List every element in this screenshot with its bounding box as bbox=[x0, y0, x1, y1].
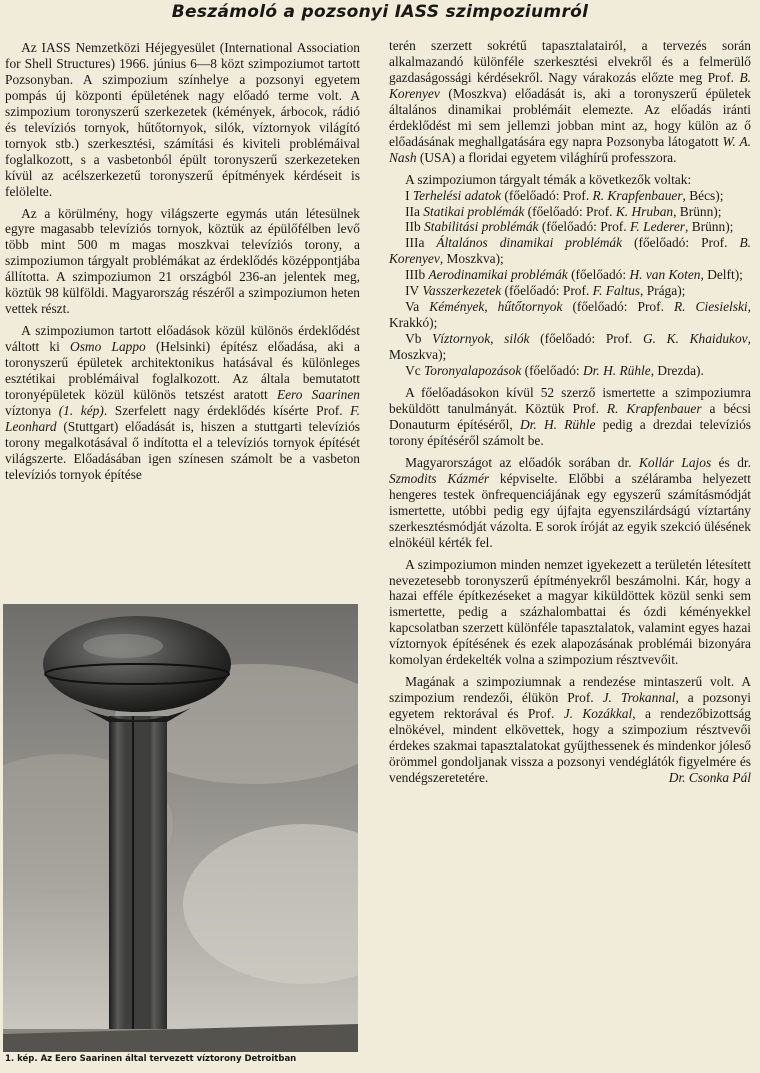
right-paragraph: A főelőadásokon kívül 52 szerző ismertette a szimpoziumra beküldött tanulmányát. Köztük Prof. R. Krapfenbauer a bécsi Donauturm építéséről, Dr. H. Rühle pedig a drezdai televíziós torony építéséről számolt be. bbox=[389, 385, 751, 448]
topic-item: IIb Stabilitási problémák (főelőadó: Prof. F. Lederer, Brünn); bbox=[405, 219, 734, 235]
italic-name: Terhelési adatok bbox=[412, 187, 502, 203]
italic-name: H. van Koten bbox=[629, 267, 701, 283]
photo-caption: 1. kép. Az Eero Saarinen által tervezett víztorony Detroitban bbox=[5, 1054, 297, 1064]
topic-item: Vb Víztornyok, silók (főelőadó: Prof. G. K. Khaidukov, Moszkva); bbox=[389, 331, 751, 363]
italic-name: (1. kép) bbox=[58, 402, 104, 418]
italic-name: Eero Saarinen bbox=[276, 387, 360, 403]
italic-name: Statikai problémák bbox=[423, 203, 525, 219]
topic-item: IV Vasszerkezetek (főelőadó: Prof. F. Faltus, Prága); bbox=[405, 283, 686, 299]
italic-name: Általános dinamikai problémák bbox=[436, 235, 623, 251]
italic-name: R. Krapfenbauer bbox=[606, 400, 702, 416]
topic-item: IIa Statikai problémák (főelőadó: Prof. K. Hruban, Brünn); bbox=[405, 203, 722, 219]
left-paragraph: A szimpoziumon tartott előadások közül különös érdeklődést váltott ki Osmo Lappo (Helsinki) építész előadása, aki a toronyszerű épületek architektonikus hatásával és különleges esztétikai problémáival foglalkozott. Az általa bemutatott toronyépületek közül különös tetszést aratott Eero Saarinen víztonya (1. kép). Szerfelett nagy érdeklődés kísérte Prof. F. Leonhard (Stuttgart) előadását is, hiszen a stuttgarti televíziós torony megalkotásával ő indította el a televíziós tornyok építését világszerte. Előadásában igen színesen számolt be a vasbeton televíziós tornyok építése bbox=[5, 323, 360, 482]
right-column bbox=[389, 38, 751, 786]
italic-name: Kollár Lajos bbox=[638, 454, 712, 470]
italic-name: Kémények, hűtőtornyok bbox=[429, 299, 563, 315]
water-tower-illustration bbox=[3, 604, 358, 1052]
italic-name: Dr. H. Rühle bbox=[519, 416, 596, 432]
italic-name: F. Lederer bbox=[629, 219, 686, 235]
italic-name: B. Korenyev bbox=[389, 235, 752, 267]
left-paragraph: Az IASS Nemzetközi Héjegyesület (International Association for Shell Structures) 1966. június 6—8 közt szimpoziumot tartott Pozsonyban. A szimpozium színhelye a pozsonyi egyetem pompás új központi épületének nagy előadó terme volt. A szimpozium toronyszerű szerkezetek (kémények, árbocok, rádió és televíziós tornyok, hűtőtornyok, silók, víztornyok világító tornyok stb.) szerkesztési, számítási és kiviteli problémáival foglalkozott, s a vasbetonból épült toronyszerű szerkezeteken kívül az acélszerkezetű toronyszerű építmények kérdéseit is felölelte. bbox=[5, 40, 360, 199]
italic-name: F. Faltus bbox=[592, 283, 641, 299]
italic-name: Vasszerkezetek bbox=[422, 283, 502, 299]
left-paragraph: Az a körülmény, hogy világszerte egymás után létesülnek egyre magasabb televíziós tornyok, köztük az épülőfélben levő több mint 500 m magas moszkvai televíziós torony, a szimpoziumon tárgyalt problémákat az érdeklődés középpontjába állította. A szimpoziumon 21 országból 236-an jelentek meg, köztük 98 külföldi. Magyarország részéről a szimpoziumon heten vettek részt. bbox=[5, 205, 360, 317]
author-signature: Dr. Csonka Pál bbox=[668, 769, 751, 785]
italic-name: J. Kozákkal bbox=[563, 706, 633, 722]
italic-name: Stabilitási problémák bbox=[424, 219, 539, 235]
topic-item: IIIb Aerodinamikai problémák (főelőadó: H. van Koten, Delft); bbox=[405, 267, 743, 283]
italic-name: Szmodits Kázmér bbox=[389, 470, 490, 486]
italic-name: K. Hruban bbox=[615, 203, 674, 219]
topics-intro: A szimpoziumon tárgyalt témák a következők voltak: bbox=[405, 171, 692, 187]
italic-name: Víztornyok, silók bbox=[432, 331, 530, 347]
right-paragraph: A szimpoziumon minden nemzet igyekezett a területén létesített nevezetesebb toronyszerű építményekről beszámolni. Kár, hogy a hazai efféle építkezéseket a magyar kiküldöttek közül senki sem ismertette, pedig a százhalombattai és ózdi kéményekkel kapcsolatban szerzett különféle tapasztalatok, valamint egyes hazai víztornyok építésének és ezek alapozásának problémái bizonyára komolyan érdekelték volna a szimpozium résztvevőit. bbox=[389, 556, 751, 668]
topic-item: Vc Toronyalapozások (főelőadó: Dr. H. Rühle, Drezda). bbox=[405, 363, 704, 379]
italic-name: Aerodinamikai problémák bbox=[428, 267, 568, 283]
right-paragraph: Magának a szimpoziumnak a rendezése mintaszerű volt. A szimpozium rendezői, élükön Prof. J. Trokannal, a pozsonyi egyetem rektorával és Prof. J. Kozákkal, a rendezőbizottság elnökével, mindent elkövettek, hogy a szimpozium résztvevői érdekes szakmai tapasztalatokat gyűjthessenek és mindenkor jóleső örömmel gondoljanak vissza a pozsonyi vendéglátók figyelmére és vendégszeretetére. Dr. Csonka Pál bbox=[389, 674, 752, 785]
left-column bbox=[5, 40, 360, 483]
italic-name: R. Krapfenbauer bbox=[592, 187, 683, 203]
italic-name: R. Ciesielski bbox=[673, 299, 748, 315]
italic-name: Dr. H. Rühle bbox=[583, 363, 651, 379]
topic-item: I Terhelési adatok (főelőadó: Prof. R. Krapfenbauer, Bécs); bbox=[405, 187, 724, 203]
water-tower-photo bbox=[3, 604, 358, 1052]
topic-item: Va Kémények, hűtőtornyok (főelőadó: Prof. R. Ciesielski, Krakkó); bbox=[389, 299, 751, 331]
topic-item: IIIa Általános dinamikai problémák (főelőadó: Prof. B. Korenyev, Moszkva); bbox=[389, 235, 752, 267]
italic-name: F. Leonhard bbox=[5, 402, 360, 434]
right-paragraph: terén szerzett sokrétű tapasztalatairól, a tervezés során alkalmazandó különféle szerkesztési elvekről és a felmerülő gazdaságossági kérdésekről. Nagy várakozás előzte meg Prof. B. Korenyev (Moszkva) előadását is, aki a toronyszerű épületek általános dinamikai problémáit elemezte. Az előadás iránti érdeklődést mi sem jellemzi jobban mint az, hogy külön az ő előadásának meghallgatására egy napra Pozsonyba látogatott W. A. Nash (USA) a floridai egyetem világhírű professzora. bbox=[389, 38, 751, 165]
italic-name: G. K. Khaidukov bbox=[642, 331, 748, 347]
italic-name: Osmo Lappo bbox=[70, 339, 146, 355]
article-title: Beszámoló a pozsonyi IASS szimpoziumról bbox=[171, 2, 589, 22]
italic-name: W. A. Nash bbox=[389, 133, 751, 165]
italic-name: Toronyalapozások bbox=[424, 363, 522, 379]
italic-name: B. Korenyev bbox=[389, 69, 751, 101]
italic-name: J. Trokannal bbox=[602, 690, 676, 706]
right-paragraph: Magyarországot az előadók sorában dr. Kollár Lajos és dr. Szmodits Kázmér képviselte. Előbbi a széláramba helyezett hengeres testek önfrequenciájának egy egyszerű számításmódját ismertette, utóbbi pedig egy újfajta egyenszilárdságú víztartány szerkesztésmódját vázolta. E sorok íróját az egyik szekció ülésének elnökéül kérték fel. bbox=[389, 454, 751, 550]
